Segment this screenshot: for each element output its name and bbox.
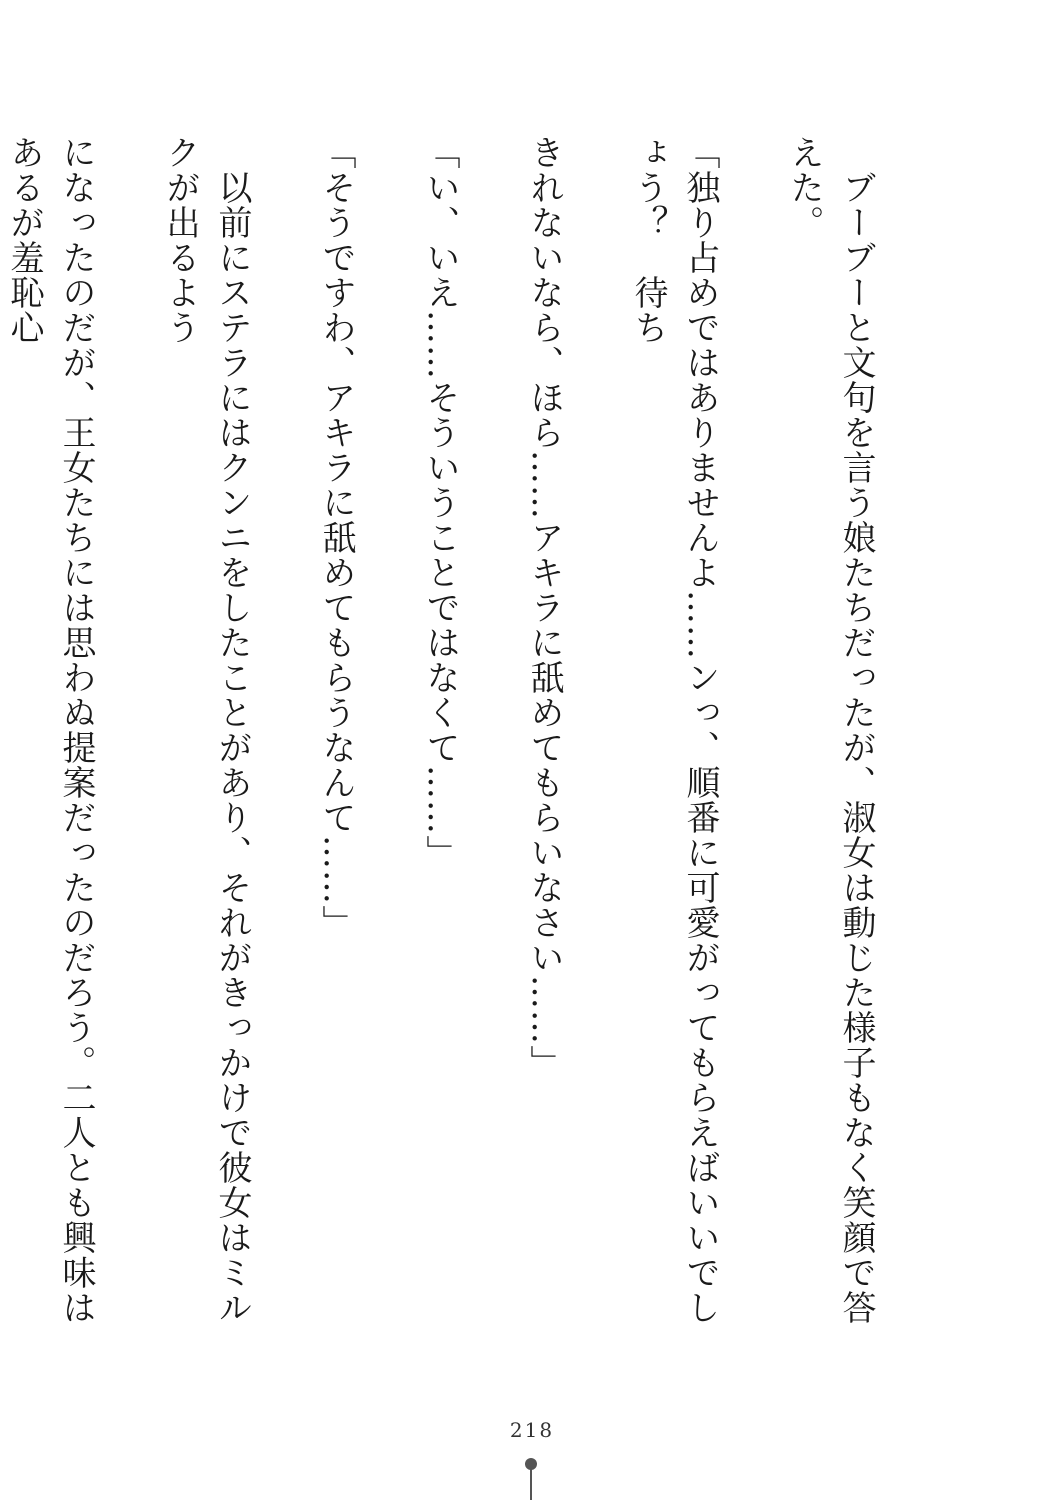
text-line: 「い、いえ……そういうことではなくて……」	[420, 135, 460, 870]
text-line: 「そうですわ、アキラに舐めてもらうなんて……」	[316, 135, 356, 940]
text-line: きれないなら、ほら……アキラに舐めてもらいなさい……」	[524, 135, 564, 1080]
text-line: ブーブーと文句を言う娘たちだったが、淑女は動じた様子もなく笑顔で答えた。	[784, 135, 876, 1325]
body-text	[4, 135, 934, 1335]
page-number: 218	[509, 1418, 555, 1442]
text-line: 以前にステラにはクンニをしたことがあり、それがきっかけで彼女はミルクが出るよう	[160, 135, 252, 1325]
text-line: になったのだが、王女たちには思わぬ提案だったのだろう。二人とも興味はあるが羞恥心	[4, 135, 96, 1325]
text-line: 「独り占めではありませんよ……ンっ、順番に可愛がってもらえばいいでしょう？ 待ち	[628, 135, 720, 1325]
marker-line	[530, 1468, 532, 1500]
